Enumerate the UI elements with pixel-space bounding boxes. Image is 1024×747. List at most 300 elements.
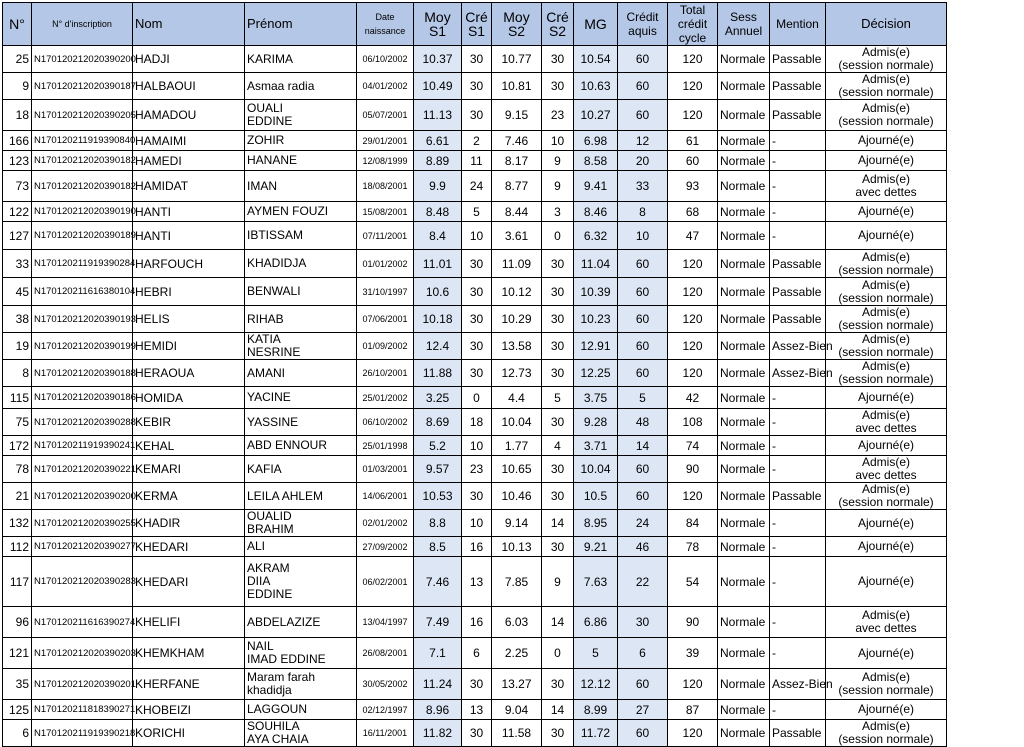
cell-nom: HAMADOU: [133, 100, 245, 131]
cell-nom: HEMIDI: [133, 333, 245, 360]
cell-n: 172: [3, 436, 32, 456]
cell-moy-s1: 11.88: [414, 360, 462, 387]
cell-inscription: N170120212020390189: [32, 222, 133, 250]
cell-cre-s1: 10: [462, 222, 492, 250]
cell-cre-s1: 30: [462, 306, 492, 333]
cell-cre-s1: 11: [462, 151, 492, 171]
cell-mg: 8.46: [574, 202, 618, 222]
cell-nom: KHEDARI: [133, 537, 245, 557]
cell-decision: Admis(e) (session normale): [826, 669, 947, 700]
table-row: [3, 510, 947, 537]
cell-n: 78: [3, 456, 32, 483]
cell-moy-s2: 10.65: [492, 456, 542, 483]
cell-nom: KHERFANE: [133, 669, 245, 700]
cell-cre-s2: 10: [542, 131, 574, 151]
cell-cre-s1: 13: [462, 700, 492, 720]
cell-inscription: N170120211919390284: [32, 250, 133, 278]
cell-mg: 6.98: [574, 131, 618, 151]
cell-n: 9: [3, 73, 32, 100]
cell-cre-s1: 30: [462, 720, 492, 747]
cell-cre-s1: 30: [462, 483, 492, 510]
cell-date: 01/01/2002: [357, 250, 414, 278]
table-row: [3, 151, 947, 171]
col-header-n: N°: [3, 3, 32, 46]
cell-nom: KHELIFI: [133, 607, 245, 638]
cell-inscription: N170120212020390201: [32, 669, 133, 700]
col-header-cre-s1: Cré S1: [462, 3, 492, 46]
cell-nom: HARFOUCH: [133, 250, 245, 278]
cell-moy-s2: 13.27: [492, 669, 542, 700]
cell-decision: Admis(e) (session normale): [826, 720, 947, 747]
cell-cre-s1: 10: [462, 510, 492, 537]
cell-inscription: N170120212020390182: [32, 171, 133, 202]
cell-inscription: N170120212020390182: [32, 151, 133, 171]
col-header-mention: Mention: [770, 3, 826, 46]
cell-prenom: HANANE: [245, 151, 357, 171]
cell-cre-s1: 30: [462, 669, 492, 700]
cell-prenom: Maram farah khadidja: [245, 669, 357, 700]
table-row: [3, 638, 947, 669]
cell-decision: Ajourné(e): [826, 436, 947, 456]
cell-cre-s2: 30: [542, 46, 574, 73]
cell-total-credit: 120: [668, 720, 718, 747]
cell-total-credit: 84: [668, 510, 718, 537]
cell-total-credit: 78: [668, 537, 718, 557]
cell-credit-aquis: 60: [618, 720, 668, 747]
cell-prenom: YASSINE: [245, 409, 357, 436]
cell-n: 117: [3, 557, 32, 607]
cell-credit-aquis: 60: [618, 483, 668, 510]
cell-cre-s2: 0: [542, 222, 574, 250]
cell-sess-annuel: Normale: [718, 483, 770, 510]
cell-moy-s2: 6.03: [492, 607, 542, 638]
cell-mg: 10.27: [574, 100, 618, 131]
table-row: [3, 409, 947, 436]
cell-cre-s1: 23: [462, 456, 492, 483]
cell-inscription: N170120211919390840: [32, 131, 133, 151]
cell-cre-s2: 9: [542, 171, 574, 202]
cell-inscription: N170120212020390277: [32, 537, 133, 557]
cell-mention: -: [770, 409, 826, 436]
cell-prenom: ABDELAZIZE: [245, 607, 357, 638]
cell-moy-s1: 10.53: [414, 483, 462, 510]
cell-prenom: AYMEN FOUZI: [245, 202, 357, 222]
cell-total-credit: 120: [668, 250, 718, 278]
cell-sess-annuel: Normale: [718, 387, 770, 409]
cell-total-credit: 120: [668, 333, 718, 360]
cell-decision: Admis(e) avec dettes: [826, 171, 947, 202]
cell-credit-aquis: 60: [618, 73, 668, 100]
cell-mention: -: [770, 222, 826, 250]
cell-n: 19: [3, 333, 32, 360]
table-row: [3, 483, 947, 510]
cell-moy-s1: 6.61: [414, 131, 462, 151]
cell-prenom: IBTISSAM: [245, 222, 357, 250]
cell-credit-aquis: 10: [618, 222, 668, 250]
cell-n: 6: [3, 720, 32, 747]
cell-credit-aquis: 60: [618, 333, 668, 360]
cell-moy-s2: 8.77: [492, 171, 542, 202]
cell-credit-aquis: 60: [618, 306, 668, 333]
cell-mg: 10.39: [574, 278, 618, 306]
cell-sess-annuel: Normale: [718, 131, 770, 151]
cell-sess-annuel: Normale: [718, 456, 770, 483]
cell-cre-s1: 30: [462, 46, 492, 73]
cell-total-credit: 61: [668, 131, 718, 151]
cell-date: 31/10/1997: [357, 278, 414, 306]
cell-mention: Passable: [770, 100, 826, 131]
cell-prenom: LEILA AHLEM: [245, 483, 357, 510]
cell-credit-aquis: 27: [618, 700, 668, 720]
cell-prenom: OUALID BRAHIM: [245, 510, 357, 537]
cell-inscription: N170120212020390200: [32, 483, 133, 510]
cell-prenom: IMAN: [245, 171, 357, 202]
cell-mention: Assez-Bien: [770, 360, 826, 387]
cell-sess-annuel: Normale: [718, 73, 770, 100]
cell-inscription: N170120212020390205: [32, 100, 133, 131]
cell-total-credit: 120: [668, 306, 718, 333]
cell-mention: Passable: [770, 720, 826, 747]
cell-prenom: RIHAB: [245, 306, 357, 333]
cell-mg: 12.12: [574, 669, 618, 700]
cell-sess-annuel: Normale: [718, 306, 770, 333]
cell-mention: -: [770, 131, 826, 151]
cell-date: 13/04/1997: [357, 607, 414, 638]
col-header-inscription: N° d'inscription: [32, 3, 133, 46]
cell-date: 01/03/2001: [357, 456, 414, 483]
cell-cre-s2: 30: [542, 333, 574, 360]
cell-mention: -: [770, 387, 826, 409]
cell-total-credit: 68: [668, 202, 718, 222]
cell-cre-s1: 18: [462, 409, 492, 436]
cell-nom: KORICHI: [133, 720, 245, 747]
cell-moy-s2: 8.44: [492, 202, 542, 222]
table-row: [3, 333, 947, 360]
cell-credit-aquis: 12: [618, 131, 668, 151]
cell-n: 115: [3, 387, 32, 409]
cell-date: 02/12/1997: [357, 700, 414, 720]
cell-cre-s2: 4: [542, 436, 574, 456]
cell-mention: -: [770, 537, 826, 557]
table-row: [3, 537, 947, 557]
cell-cre-s1: 16: [462, 607, 492, 638]
cell-credit-aquis: 30: [618, 607, 668, 638]
cell-prenom: SOUHILA AYA CHAIA: [245, 720, 357, 747]
cell-moy-s2: 12.73: [492, 360, 542, 387]
cell-decision: Ajourné(e): [826, 537, 947, 557]
cell-credit-aquis: 6: [618, 638, 668, 669]
cell-cre-s2: 9: [542, 151, 574, 171]
cell-sess-annuel: Normale: [718, 333, 770, 360]
cell-moy-s1: 8.69: [414, 409, 462, 436]
col-header-nom: Nom: [133, 3, 245, 46]
cell-credit-aquis: 60: [618, 669, 668, 700]
cell-sess-annuel: Normale: [718, 171, 770, 202]
cell-moy-s1: 12.4: [414, 333, 462, 360]
cell-decision: Admis(e) (session normale): [826, 483, 947, 510]
table-row: [3, 278, 947, 306]
cell-credit-aquis: 24: [618, 510, 668, 537]
table-row: [3, 720, 947, 747]
cell-mg: 10.54: [574, 46, 618, 73]
cell-moy-s1: 8.96: [414, 700, 462, 720]
cell-cre-s2: 30: [542, 278, 574, 306]
cell-inscription: N170120212020390288: [32, 409, 133, 436]
cell-cre-s1: 0: [462, 387, 492, 409]
cell-nom: HERAOUA: [133, 360, 245, 387]
cell-nom: KEBIR: [133, 409, 245, 436]
cell-mention: Passable: [770, 73, 826, 100]
cell-mention: -: [770, 436, 826, 456]
cell-prenom: KAFIA: [245, 456, 357, 483]
cell-decision: Admis(e) (session normale): [826, 46, 947, 73]
cell-mg: 11.72: [574, 720, 618, 747]
cell-inscription: N170120212020390186: [32, 387, 133, 409]
cell-nom: KHEMKHAM: [133, 638, 245, 669]
cell-prenom: AMANI: [245, 360, 357, 387]
table-row: [3, 46, 947, 73]
cell-total-credit: 120: [668, 46, 718, 73]
table-row: [3, 436, 947, 456]
cell-n: 38: [3, 306, 32, 333]
cell-total-credit: 74: [668, 436, 718, 456]
cell-moy-s2: 7.85: [492, 557, 542, 607]
cell-credit-aquis: 5: [618, 387, 668, 409]
cell-nom: KHEDARI: [133, 557, 245, 607]
cell-n: 21: [3, 483, 32, 510]
cell-mg: 9.21: [574, 537, 618, 557]
cell-sess-annuel: Normale: [718, 46, 770, 73]
cell-moy-s1: 8.5: [414, 537, 462, 557]
cell-total-credit: 39: [668, 638, 718, 669]
cell-mention: Passable: [770, 250, 826, 278]
cell-n: 73: [3, 171, 32, 202]
cell-n: 122: [3, 202, 32, 222]
col-header-credit-aquis: Crédit aquis: [618, 3, 668, 46]
cell-moy-s1: 3.25: [414, 387, 462, 409]
cell-decision: Ajourné(e): [826, 700, 947, 720]
cell-moy-s2: 10.04: [492, 409, 542, 436]
cell-cre-s2: 30: [542, 537, 574, 557]
cell-n: 8: [3, 360, 32, 387]
cell-inscription: N170120211919390218: [32, 720, 133, 747]
cell-cre-s2: 30: [542, 483, 574, 510]
cell-inscription: N170120212020390283: [32, 557, 133, 607]
cell-nom: KEHAL: [133, 436, 245, 456]
cell-moy-s1: 9.9: [414, 171, 462, 202]
cell-inscription: N170120212020390190: [32, 202, 133, 222]
cell-moy-s1: 5.2: [414, 436, 462, 456]
cell-decision: Admis(e) (session normale): [826, 278, 947, 306]
cell-moy-s1: 11.13: [414, 100, 462, 131]
cell-decision: Admis(e) (session normale): [826, 73, 947, 100]
cell-sess-annuel: Normale: [718, 360, 770, 387]
cell-prenom: ABD ENNOUR: [245, 436, 357, 456]
cell-n: 125: [3, 700, 32, 720]
col-header-sess-annuel: Sess Annuel: [718, 3, 770, 46]
cell-date: 06/10/2002: [357, 409, 414, 436]
cell-prenom: LAGGOUN: [245, 700, 357, 720]
cell-cre-s2: 14: [542, 700, 574, 720]
cell-inscription: N170120212020390203: [32, 638, 133, 669]
cell-decision: Ajourné(e): [826, 131, 947, 151]
cell-prenom: Asmaa radia: [245, 73, 357, 100]
cell-nom: HAMAIMI: [133, 131, 245, 151]
cell-mg: 9.28: [574, 409, 618, 436]
col-header-mg: MG: [574, 3, 618, 46]
cell-inscription: N170120212020390221: [32, 456, 133, 483]
cell-moy-s2: 9.15: [492, 100, 542, 131]
cell-mg: 8.58: [574, 151, 618, 171]
cell-mg: 6.32: [574, 222, 618, 250]
cell-nom: HAMIDAT: [133, 171, 245, 202]
cell-sess-annuel: Normale: [718, 700, 770, 720]
cell-date: 06/10/2002: [357, 46, 414, 73]
cell-date: 15/08/2001: [357, 202, 414, 222]
cell-credit-aquis: 60: [618, 278, 668, 306]
cell-cre-s1: 2: [462, 131, 492, 151]
col-header-moy-s1: Moy S1: [414, 3, 462, 46]
cell-mg: 10.5: [574, 483, 618, 510]
cell-moy-s2: 10.12: [492, 278, 542, 306]
cell-nom: HAMEDI: [133, 151, 245, 171]
cell-moy-s1: 11.01: [414, 250, 462, 278]
cell-n: 25: [3, 46, 32, 73]
cell-mention: Assez-Bien: [770, 669, 826, 700]
cell-date: 26/08/2001: [357, 638, 414, 669]
cell-total-credit: 120: [668, 483, 718, 510]
cell-total-credit: 120: [668, 73, 718, 100]
cell-moy-s1: 11.82: [414, 720, 462, 747]
cell-cre-s2: 14: [542, 510, 574, 537]
cell-date: 01/09/2002: [357, 333, 414, 360]
cell-total-credit: 87: [668, 700, 718, 720]
cell-decision: Admis(e) avec dettes: [826, 409, 947, 436]
cell-decision: Admis(e) (session normale): [826, 100, 947, 131]
cell-n: 33: [3, 250, 32, 278]
cell-nom: KERMA: [133, 483, 245, 510]
table-row: [3, 557, 947, 607]
cell-total-credit: 120: [668, 360, 718, 387]
cell-mention: -: [770, 202, 826, 222]
col-header-cre-s2: Cré S2: [542, 3, 574, 46]
cell-moy-s1: 8.8: [414, 510, 462, 537]
table-row: [3, 202, 947, 222]
cell-moy-s1: 7.49: [414, 607, 462, 638]
cell-cre-s2: 5: [542, 387, 574, 409]
cell-nom: KEMARI: [133, 456, 245, 483]
cell-n: 127: [3, 222, 32, 250]
cell-mg: 7.63: [574, 557, 618, 607]
cell-mention: -: [770, 638, 826, 669]
cell-nom: HELIS: [133, 306, 245, 333]
cell-inscription: N170120211616390274: [32, 607, 133, 638]
cell-date: 27/09/2002: [357, 537, 414, 557]
cell-prenom: KHADIDJA: [245, 250, 357, 278]
cell-cre-s1: 30: [462, 360, 492, 387]
cell-date: 29/01/2001: [357, 131, 414, 151]
col-header-total-credit: Total crédit cycle: [668, 3, 718, 46]
cell-mention: Assez-Bien: [770, 333, 826, 360]
cell-sess-annuel: Normale: [718, 409, 770, 436]
cell-inscription: N170120212020390193: [32, 306, 133, 333]
cell-credit-aquis: 60: [618, 100, 668, 131]
cell-nom: HANTI: [133, 202, 245, 222]
cell-inscription: N170120212020390199: [32, 333, 133, 360]
cell-decision: Admis(e) (session normale): [826, 250, 947, 278]
cell-mg: 10.63: [574, 73, 618, 100]
cell-decision: Admis(e) avec dettes: [826, 607, 947, 638]
cell-cre-s1: 30: [462, 250, 492, 278]
cell-mg: 11.04: [574, 250, 618, 278]
cell-cre-s2: 14: [542, 607, 574, 638]
cell-mg: 9.41: [574, 171, 618, 202]
table-row: [3, 306, 947, 333]
cell-credit-aquis: 20: [618, 151, 668, 171]
cell-moy-s1: 9.57: [414, 456, 462, 483]
cell-decision: Admis(e) avec dettes: [826, 456, 947, 483]
cell-cre-s2: 30: [542, 250, 574, 278]
table-row: [3, 73, 947, 100]
cell-total-credit: 120: [668, 278, 718, 306]
cell-moy-s2: 10.77: [492, 46, 542, 73]
cell-prenom: YACINE: [245, 387, 357, 409]
cell-decision: Ajourné(e): [826, 557, 947, 607]
cell-cre-s1: 30: [462, 100, 492, 131]
cell-total-credit: 42: [668, 387, 718, 409]
cell-moy-s1: 10.18: [414, 306, 462, 333]
cell-date: 18/08/2001: [357, 171, 414, 202]
cell-nom: HALBAOUI: [133, 73, 245, 100]
col-header-decision: Décision: [826, 3, 947, 46]
cell-decision: Ajourné(e): [826, 151, 947, 171]
cell-moy-s1: 8.48: [414, 202, 462, 222]
cell-prenom: AKRAM DIIA EDDINE: [245, 557, 357, 607]
cell-mg: 10.23: [574, 306, 618, 333]
cell-decision: Ajourné(e): [826, 387, 947, 409]
cell-mention: -: [770, 456, 826, 483]
cell-cre-s1: 5: [462, 202, 492, 222]
cell-total-credit: 90: [668, 607, 718, 638]
table-row: [3, 387, 947, 409]
cell-cre-s2: 9: [542, 557, 574, 607]
cell-moy-s1: 10.37: [414, 46, 462, 73]
cell-prenom: NAIL IMAD EDDINE: [245, 638, 357, 669]
cell-mg: 8.95: [574, 510, 618, 537]
cell-cre-s1: 13: [462, 557, 492, 607]
cell-sess-annuel: Normale: [718, 638, 770, 669]
cell-prenom: KATIA NESRINE: [245, 333, 357, 360]
table-row: [3, 360, 947, 387]
results-table: [2, 2, 947, 747]
table-row: [3, 100, 947, 131]
cell-date: 04/01/2002: [357, 73, 414, 100]
cell-decision: Ajourné(e): [826, 638, 947, 669]
cell-mention: Passable: [770, 46, 826, 73]
cell-prenom: ZOHIR: [245, 131, 357, 151]
cell-cre-s2: 3: [542, 202, 574, 222]
cell-prenom: OUALI EDDINE: [245, 100, 357, 131]
cell-credit-aquis: 60: [618, 250, 668, 278]
cell-cre-s2: 30: [542, 306, 574, 333]
cell-cre-s1: 6: [462, 638, 492, 669]
cell-sess-annuel: Normale: [718, 222, 770, 250]
cell-sess-annuel: Normale: [718, 250, 770, 278]
cell-mg: 3.71: [574, 436, 618, 456]
cell-date: 12/08/1999: [357, 151, 414, 171]
cell-mg: 6.86: [574, 607, 618, 638]
cell-cre-s2: 30: [542, 73, 574, 100]
